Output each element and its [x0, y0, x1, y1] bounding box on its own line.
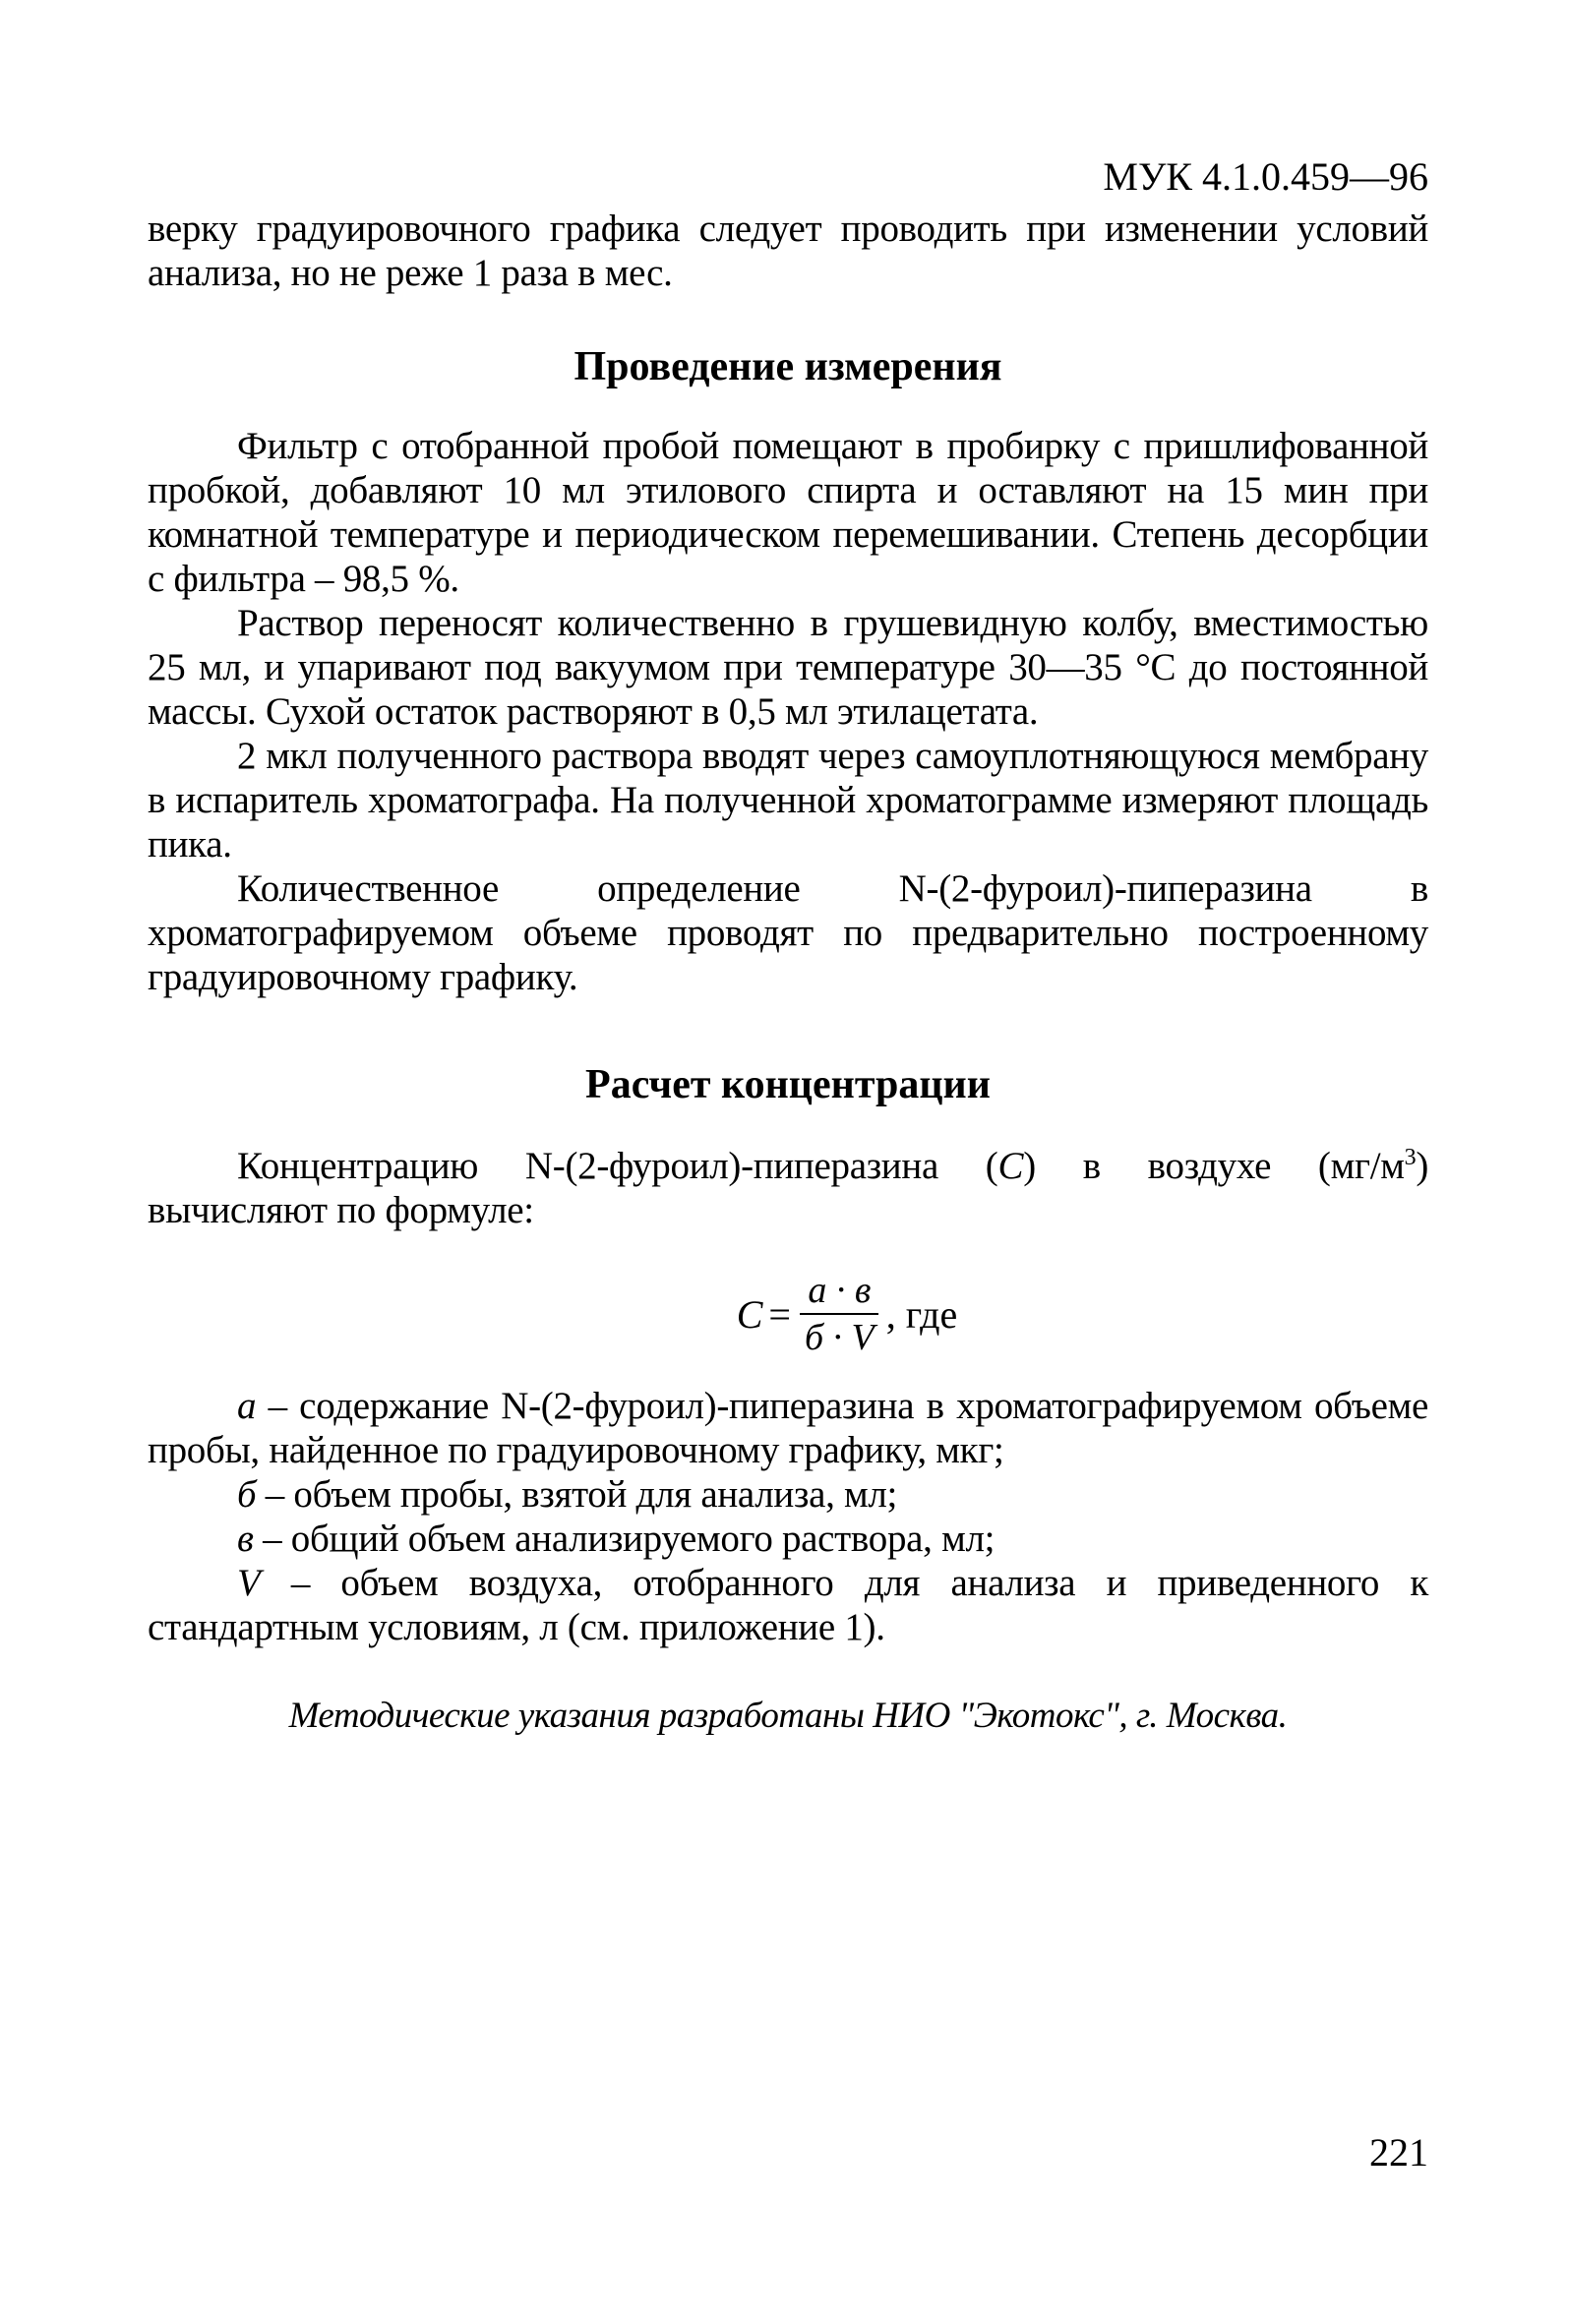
- definition-v: [148, 1517, 1428, 1561]
- formula-numerator: а · в: [800, 1268, 878, 1315]
- definition-air-volume: [148, 1561, 1428, 1649]
- developer-credit: Методические указания разработаны НИО "Экотокс", г. Москва.: [288, 1696, 1288, 1736]
- formula-denominator: б · V: [804, 1317, 875, 1358]
- calc-intro-part-c: ) вычисляют по формуле:: [148, 1145, 1428, 1231]
- doc-code-header: МУК 4.1.0.459—96: [1103, 154, 1428, 199]
- formula-lhs: С: [736, 1291, 763, 1337]
- definition-b-text: – объем пробы, взятой для анализа, мл;: [256, 1473, 898, 1516]
- measurement-paragraph-2: Раствор переносят количественно в грушевидную колбу, вместимостью 25 мл, и упаривают под вакуумом при температуре 30—35 °С до постоянной массы. Сухой остаток растворяют в 0,5 мл этилацетата.: [148, 602, 1428, 733]
- formula-equals: =: [768, 1291, 791, 1337]
- formula-fraction: [797, 1268, 882, 1360]
- definition-air-volume-text: – объем воздуха, отобранного для анализа и приведенного к стандартным условиям, л (см. приложение 1).: [148, 1562, 1428, 1648]
- calc-intro-sup: 3: [1404, 1145, 1417, 1170]
- measurement-paragraph-4: Количественное определение N-(2-фуроил)-пиперазина в хроматографируемом объеме проводят по предварительно построенному градуировочному графику.: [148, 867, 1428, 998]
- definition-v-text: – общий объем анализируемого раствора, мл;: [253, 1518, 996, 1560]
- measurement-paragraph-1: Фильтр с отобранной пробой помещают в пробирку с пришлифованной пробкой, добавляют 10 мл этилового спирта и оставляют на 15 мин при комнатной температуре и периодическом перемешивании. Степень десорбции с фильтра – 98,5 %.: [148, 425, 1428, 600]
- definition-a-var: а: [237, 1385, 257, 1427]
- definition-a: [148, 1384, 1428, 1472]
- calc-intro-var: С: [997, 1145, 1024, 1187]
- formula-tail: , где: [885, 1291, 958, 1337]
- page-number: 221: [1369, 2130, 1428, 2175]
- calc-intro-paragraph: [148, 1144, 1428, 1232]
- definition-b: [148, 1472, 1428, 1517]
- calc-intro-part-a: Концентрацию N-(2-фуроил)-пиперазина (: [237, 1145, 998, 1187]
- definition-air-volume-var: V: [237, 1562, 261, 1604]
- definition-a-text: – содержание N-(2-фуроил)-пиперазина в хроматографируемом объеме пробы, найденное по градуировочному графику, мкг;: [148, 1385, 1428, 1471]
- calc-intro-part-b: ) в воздухе (мг/м: [1023, 1145, 1405, 1187]
- section-title-calculation: Расчет концентрации: [585, 1062, 991, 1107]
- document-page: [148, 148, 1428, 1737]
- definition-b-var: б: [237, 1473, 257, 1516]
- intro-paragraph: верку градуировочного графика следует проводить при изменении условий анализа, но не реже 1 раза в мес.: [148, 208, 1428, 294]
- section-title-measurement: Проведение измерения: [573, 344, 1002, 389]
- measurement-paragraph-3: 2 мкл полученного раствора вводят через самоуплотняющуюся мембрану в испаритель хроматографа. На полученной хроматограмме измеряют площадь пика.: [148, 735, 1428, 865]
- concentration-formula: [266, 1268, 1428, 1360]
- definition-v-var: в: [237, 1518, 254, 1560]
